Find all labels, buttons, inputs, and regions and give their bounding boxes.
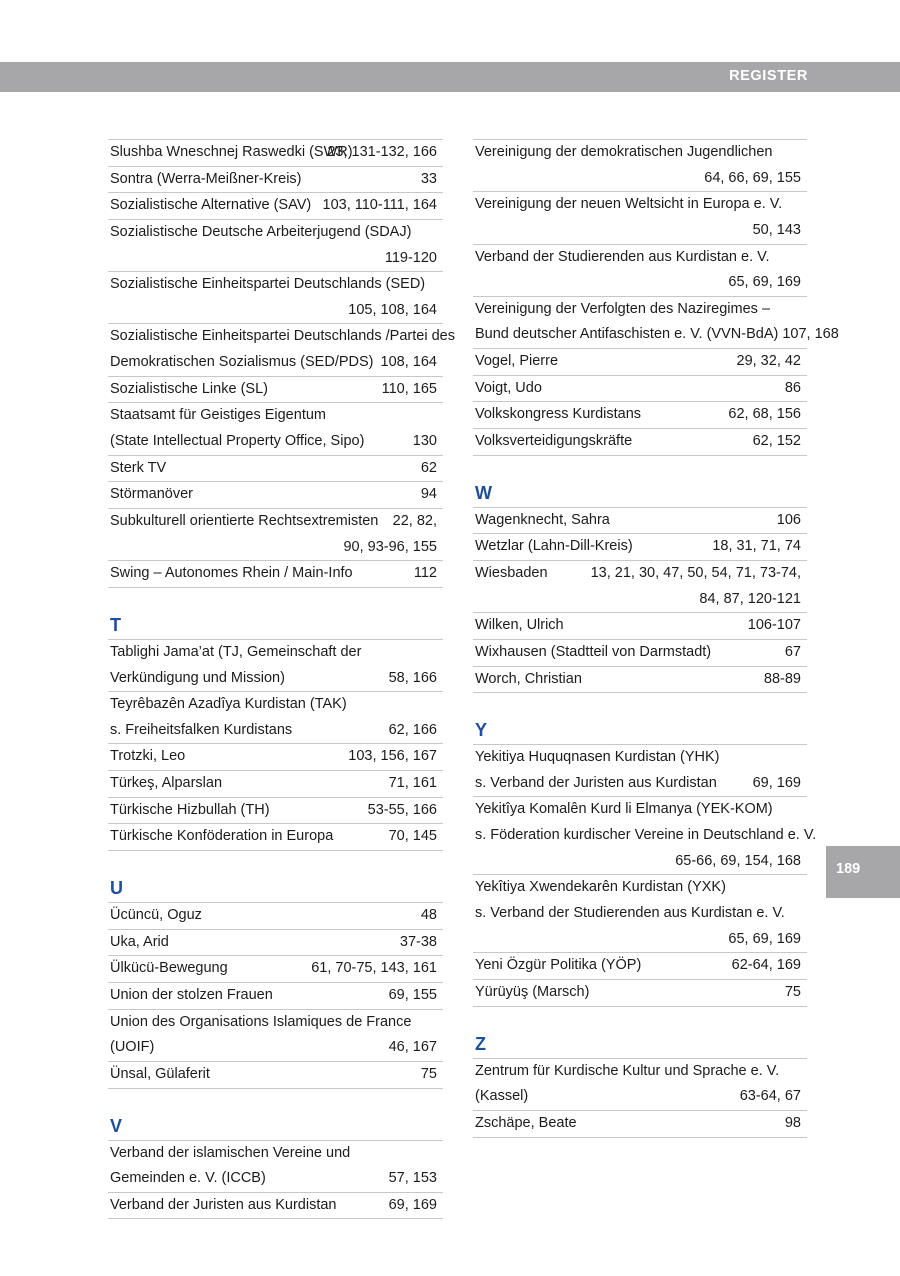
index-entry-line — [108, 1062, 443, 1088]
index-entry-line — [473, 192, 807, 218]
entry-term: Vereinigung der neuen Weltsicht in Europa e. V. — [475, 196, 783, 213]
index-entry — [108, 1010, 443, 1062]
entry-term: Verband der Juristen aus Kurdistan — [110, 1196, 337, 1213]
entry-term: Yekitiya Huquqnasen Kurdistan (YHK) — [475, 749, 720, 766]
entry-pages: 53-55, 166 — [367, 801, 437, 818]
entry-pages: 67 — [784, 643, 801, 660]
entry-pages: 84, 87, 120-121 — [699, 590, 801, 607]
index-entry — [473, 797, 817, 875]
index-entry — [473, 640, 807, 667]
index-entry — [473, 349, 807, 376]
index-entry-line — [473, 823, 817, 849]
index-entry — [108, 983, 443, 1010]
index-entry — [108, 220, 443, 272]
entry-pages: 37-38 — [399, 933, 437, 950]
entry-pages: 69, 155 — [388, 986, 437, 1003]
entry-term: Vogel, Pierre — [475, 353, 559, 370]
index-entry-line — [108, 1166, 443, 1192]
index-entry-line — [108, 640, 443, 666]
index-entry — [473, 534, 807, 561]
entry-term: Wagenknecht, Sahra — [475, 511, 610, 528]
page-number-tab — [826, 846, 900, 898]
entry-term: Vereinigung der Verfolgten des Naziregimes – — [475, 300, 771, 317]
index-entry — [473, 1111, 807, 1138]
index-entry — [108, 1062, 443, 1089]
index-letter-heading: Z — [475, 1033, 486, 1054]
index-entry-line — [108, 220, 443, 246]
page-number: 189 — [836, 861, 861, 877]
entry-term: s. Verband der Juristen aus Kurdistan — [475, 774, 717, 791]
index-entry-line — [473, 245, 807, 271]
index-entry-line — [473, 587, 807, 613]
entry-term: Trotzki, Leo — [110, 748, 186, 765]
index-entry-line — [108, 456, 443, 482]
index-entry-line — [108, 718, 443, 744]
index-entry-line — [108, 193, 443, 219]
entry-pages: 33 — [420, 170, 437, 187]
index-entry-line — [473, 322, 839, 348]
index-entry — [108, 1140, 443, 1193]
entry-term: Union des Organisations Islamiques de France — [110, 1013, 412, 1030]
index-entry — [108, 193, 443, 220]
index-entry — [473, 402, 807, 429]
index-entry-line — [108, 429, 443, 455]
entry-term: Verband der Studierenden aus Kurdistan e. V. — [475, 248, 770, 265]
index-entry-line — [108, 272, 443, 298]
entry-pages: 106 — [776, 511, 801, 528]
index-entry-line — [473, 901, 807, 927]
index-entry-line — [108, 666, 443, 692]
entry-term: Worch, Christian — [475, 670, 582, 687]
entry-pages: 98 — [784, 1114, 801, 1131]
index-entry — [473, 667, 807, 694]
entry-term: Sozialistische Alternative (SAV) — [110, 197, 312, 214]
index-entry-line — [108, 403, 443, 429]
index-entry — [473, 376, 807, 403]
entry-pages: 112 — [413, 565, 437, 582]
index-entry — [473, 980, 807, 1007]
entry-pages: 23, 131-132, 166 — [327, 144, 437, 160]
entry-pages: 70, 145 — [388, 828, 437, 845]
index-entry — [108, 771, 443, 798]
entry-term: Gemeinden e. V. (ICCB) — [110, 1170, 266, 1187]
index-entry — [108, 272, 443, 324]
index-entry — [473, 875, 807, 953]
entry-pages: 110, 165 — [381, 380, 437, 397]
index-letter-heading: Y — [475, 720, 488, 741]
index-entry-line — [473, 927, 807, 953]
index-entry-line — [108, 324, 455, 350]
index-entry-line — [108, 140, 443, 166]
entry-pages: 94 — [420, 486, 437, 503]
entry-pages: 48 — [420, 907, 437, 924]
index-letter-heading: U — [110, 878, 123, 899]
entry-pages: 71, 161 — [388, 775, 437, 792]
entry-term: Bund deutscher Antifaschisten e. V. (VVN-BdA) 107, 168 — [475, 326, 839, 343]
entry-pages: 13, 21, 30, 47, 50, 54, 71, 73-74, — [590, 564, 801, 581]
entry-pages: 65, 69, 169 — [728, 930, 801, 947]
entry-term: Zentrum für Kurdische Kultur und Sprache e. V. — [475, 1062, 780, 1079]
entry-term: s. Föderation kurdischer Vereine in Deutschland e. V. — [475, 827, 817, 844]
index-entry-line — [473, 1059, 807, 1085]
index-entry-line — [108, 1010, 443, 1036]
entry-pages: 50, 143 — [752, 221, 801, 238]
index-entry-line — [108, 535, 443, 561]
entry-pages: 90, 93-96, 155 — [343, 538, 437, 555]
entry-term: Swing – Autonomes Rhein / Main-Info — [110, 565, 353, 582]
index-entry-line — [473, 1111, 807, 1137]
index-entry-line — [108, 377, 443, 403]
index-entry-line — [473, 166, 807, 192]
index-entry-line — [108, 744, 443, 770]
entry-pages: 18, 31, 71, 74 — [712, 538, 801, 555]
index-entry-line — [108, 692, 443, 718]
entry-term: Zschäpe, Beate — [475, 1114, 577, 1131]
entry-term: Voigt, Udo — [475, 379, 542, 396]
entry-term: Volksverteidigungskräfte — [475, 433, 633, 450]
entry-term: Ünsal, Gülaferit — [110, 1065, 210, 1082]
entry-pages: 61, 70-75, 143, 161 — [311, 960, 437, 977]
entry-pages: 88-89 — [763, 670, 801, 687]
entry-term: Wiesbaden — [475, 564, 548, 581]
entry-term: Sozialistische Einheitspartei Deutschlands (SED) — [110, 276, 426, 293]
index-entry — [108, 902, 443, 930]
entry-pages: 62 — [420, 459, 437, 476]
index-entry-line — [108, 167, 443, 193]
index-entry-line — [108, 771, 443, 797]
entry-term: Ülkücü-Bewegung — [110, 960, 228, 977]
index-entry-line — [473, 640, 807, 666]
index-entry-line — [108, 1141, 443, 1167]
index-entry-line — [108, 930, 443, 956]
entry-term: Sterk TV — [110, 459, 167, 476]
index-entry-line — [108, 798, 443, 824]
entry-pages: 58, 166 — [388, 669, 437, 686]
index-entry — [108, 798, 443, 825]
index-entry — [108, 509, 443, 561]
entry-term: Slushba Wneschnej Raswedki (SWR) — [110, 144, 353, 160]
entry-pages: 103, 110-111, 164 — [322, 197, 437, 214]
entry-term: Staatsamt für Geistiges Eigentum — [110, 407, 326, 424]
index-entry-line — [473, 745, 807, 771]
index-letter-heading: W — [475, 482, 492, 503]
index-entry-line — [473, 613, 807, 639]
index-entry — [473, 561, 807, 613]
entry-term: Störmanöver — [110, 486, 194, 503]
index-entry — [473, 139, 807, 192]
index-entry — [108, 744, 443, 771]
index-entry — [473, 507, 807, 535]
index-entry-line — [473, 376, 807, 402]
section-title: REGISTER — [729, 68, 808, 84]
entry-term: Türkeş, Alparslan — [110, 775, 223, 792]
entry-pages: 86 — [784, 379, 801, 396]
index-entry-line — [108, 350, 443, 376]
index-entry-line — [473, 140, 807, 166]
entry-term: Vereinigung der demokratischen Jugendlichen — [475, 144, 773, 160]
index-column-right — [473, 139, 839, 1138]
index-entry — [108, 482, 443, 509]
index-entry — [108, 324, 455, 376]
index-entry-line — [473, 667, 807, 693]
entry-pages: 69, 169 — [388, 1196, 437, 1213]
entry-pages: 62, 68, 156 — [728, 406, 801, 423]
entry-term: Yürüyüş (Marsch) — [475, 983, 590, 1000]
index-entry-line — [473, 508, 807, 534]
entry-pages: 63-64, 67 — [739, 1088, 801, 1105]
index-entry-line — [108, 298, 443, 324]
entry-term: Yekîtiya Xwendekarên Kurdistan (YXK) — [475, 879, 726, 896]
index-entry-line — [108, 1035, 443, 1061]
entry-term: Ücüncü, Oguz — [110, 907, 202, 924]
index-entry-line — [473, 402, 807, 428]
index-entry — [108, 456, 443, 483]
index-entry-line — [473, 980, 807, 1006]
entry-term: (UOIF) — [110, 1039, 155, 1056]
index-entry — [108, 956, 443, 983]
index-entry-line — [473, 270, 807, 296]
index-entry-line — [473, 797, 807, 823]
entry-term: Sontra (Werra-Meißner-Kreis) — [110, 170, 302, 187]
entry-term: Türkische Konföderation in Europa — [110, 828, 334, 845]
entry-pages: 75 — [420, 1065, 437, 1082]
entry-pages: 29, 32, 42 — [736, 353, 801, 370]
index-entry-line — [473, 771, 807, 797]
entry-term: Yeni Özgür Politika (YÖP) — [475, 957, 642, 974]
index-entry-line — [473, 561, 807, 587]
index-entry — [108, 377, 443, 404]
entry-pages: 130 — [412, 433, 437, 450]
entry-pages: 57, 153 — [388, 1170, 437, 1187]
entry-pages: 62, 152 — [752, 433, 801, 450]
index-entry-line — [108, 824, 443, 850]
index-entry — [108, 139, 443, 167]
entry-term: Sozialistische Einheitspartei Deutschlands /Partei des — [110, 328, 455, 345]
index-entry — [473, 613, 807, 640]
entry-term: Sozialistische Deutsche Arbeiterjugend (SDAJ) — [110, 223, 412, 240]
entry-term: Volkskongress Kurdistans — [475, 406, 642, 423]
index-entry-line — [473, 849, 807, 875]
index-entry — [473, 192, 807, 244]
index-entry-line — [108, 1193, 443, 1219]
entry-term: Wilken, Ulrich — [475, 617, 564, 634]
entry-term: Verkündigung und Mission) — [110, 669, 285, 686]
index-entry-line — [108, 509, 443, 535]
entry-term: Demokratischen Sozialismus (SED/PDS) — [110, 354, 374, 371]
entry-pages: 65-66, 69, 154, 168 — [675, 852, 801, 869]
entry-pages: 64, 66, 69, 155 — [704, 169, 801, 186]
entry-pages: 119-120 — [384, 249, 437, 266]
index-entry-line — [108, 956, 443, 982]
index-entry — [108, 1193, 443, 1220]
entry-pages: 46, 167 — [388, 1039, 437, 1056]
index-entry-line — [473, 875, 807, 901]
index-entry-line — [108, 903, 443, 929]
index-entry — [473, 297, 839, 349]
index-entry — [473, 245, 807, 297]
index-entry — [108, 692, 443, 744]
entry-pages: 22, 82, — [392, 512, 437, 529]
index-entry — [108, 403, 443, 455]
index-entry — [108, 167, 443, 194]
header-bar — [0, 62, 900, 92]
entry-term: Subkulturell orientierte Rechtsextremisten — [110, 512, 379, 529]
index-entry-line — [108, 482, 443, 508]
entry-pages: 106-107 — [747, 617, 801, 634]
index-entry-line — [108, 983, 443, 1009]
entry-term: Wixhausen (Stadtteil von Darmstadt) — [475, 643, 712, 660]
entry-term: Uka, Arid — [110, 933, 169, 950]
entry-pages: 105, 108, 164 — [348, 301, 437, 318]
index-entry-line — [473, 953, 807, 979]
index-entry — [108, 824, 443, 851]
entry-pages: 69, 169 — [752, 774, 801, 791]
entry-term: Yekitîya Komalên Kurd li Elmanya (YEK-KOM) — [475, 801, 773, 818]
index-entry — [108, 561, 443, 588]
index-entry — [473, 1058, 807, 1111]
entry-term: Union der stolzen Frauen — [110, 986, 273, 1003]
entry-term: (Kassel) — [475, 1088, 529, 1105]
index-entry — [108, 639, 443, 692]
entry-pages: 62, 166 — [388, 721, 437, 738]
index-entry — [473, 744, 807, 797]
index-entry-line — [108, 561, 443, 587]
index-entry-line — [473, 1084, 807, 1110]
index-letter-heading: V — [110, 1115, 123, 1136]
entry-term: Teyrêbazên Azadîya Kurdistan (TAK) — [110, 696, 347, 713]
entry-term: Verband der islamischen Vereine und — [110, 1144, 351, 1161]
entry-pages: 108, 164 — [380, 354, 437, 371]
entry-term: s. Freiheitsfalken Kurdistans — [110, 721, 293, 738]
index-entry — [473, 953, 807, 980]
entry-term: Sozialistische Linke (SL) — [110, 380, 268, 397]
index-column-left — [108, 139, 455, 1219]
entry-pages: 75 — [784, 983, 801, 1000]
entry-term: (State Intellectual Property Office, Sipo) — [110, 433, 365, 450]
index-letter-heading: T — [110, 614, 121, 635]
entry-pages: 65, 69, 169 — [728, 274, 801, 291]
index-entry — [473, 429, 807, 456]
index-entry-line — [473, 297, 807, 323]
index-entry-line — [473, 349, 807, 375]
entry-term: Tablighi Jama’at (TJ, Gemeinschaft der — [110, 643, 362, 660]
index-entry-line — [473, 534, 807, 560]
index-entry — [108, 930, 443, 957]
entry-term: Wetzlar (Lahn-Dill-Kreis) — [475, 538, 633, 555]
entry-pages: 103, 156, 167 — [348, 748, 437, 765]
index-entry-line — [473, 429, 807, 455]
entry-term: s. Verband der Studierenden aus Kurdistan e. V. — [475, 905, 785, 922]
index-entry-line — [473, 218, 807, 244]
entry-term: Türkische Hizbullah (TH) — [110, 801, 270, 818]
entry-pages: 62-64, 169 — [731, 957, 801, 974]
index-entry-line — [108, 246, 443, 272]
